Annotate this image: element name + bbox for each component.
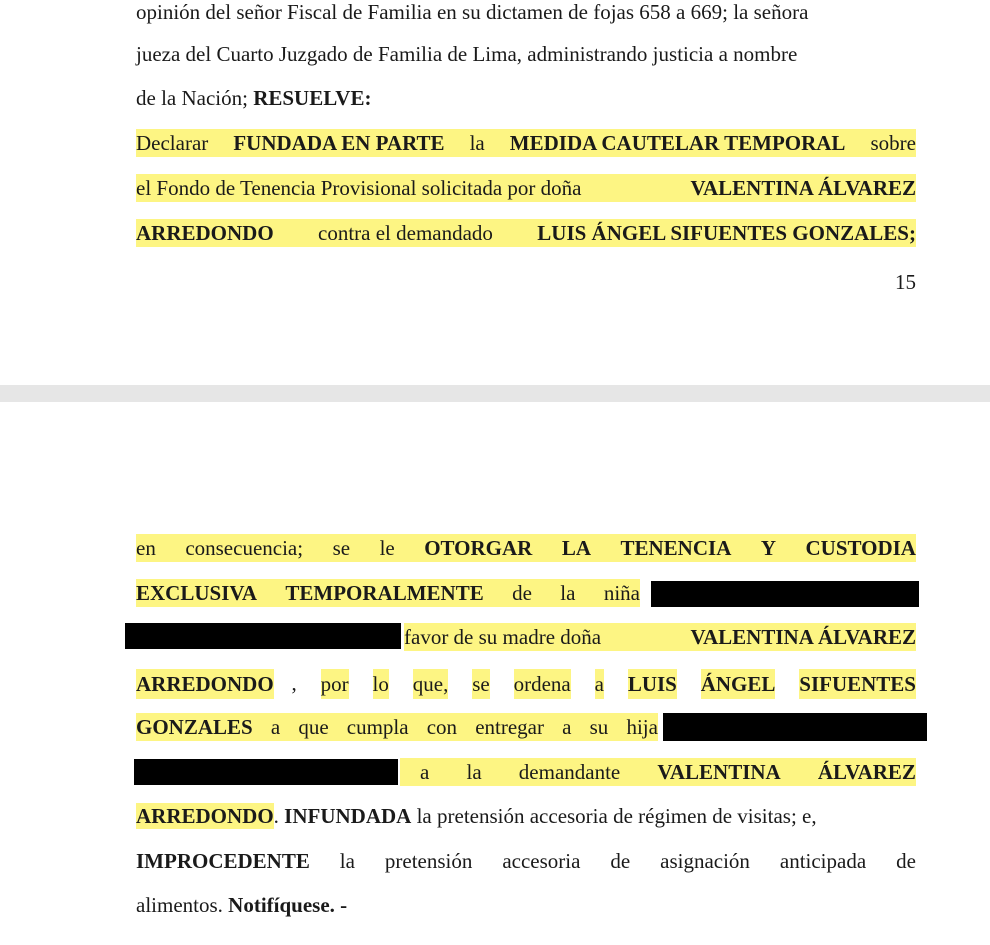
redaction-bar bbox=[651, 581, 919, 607]
plaintiff-surname: ARREDONDO bbox=[136, 804, 274, 828]
resuelve-heading: RESUELVE: bbox=[253, 86, 372, 110]
paragraph-line bbox=[136, 802, 916, 830]
bold-word: EXCLUSIVA bbox=[136, 581, 257, 605]
text-run: favor de su madre doña bbox=[404, 625, 602, 649]
bold-word: SIFUENTES bbox=[799, 669, 916, 699]
word: se bbox=[332, 536, 351, 560]
word: ordena bbox=[514, 669, 571, 699]
word: hija bbox=[626, 715, 658, 739]
plaintiff-name: VALENTINA ÁLVAREZ bbox=[690, 176, 916, 200]
document-page-16 bbox=[0, 402, 990, 945]
word: le bbox=[379, 536, 395, 560]
word: cumpla bbox=[346, 715, 409, 739]
word: la bbox=[466, 760, 482, 784]
redaction-bar bbox=[125, 623, 401, 649]
text-run: de la Nación; bbox=[136, 86, 254, 110]
word: su bbox=[589, 715, 609, 739]
bold-word: ÁLVAREZ bbox=[817, 760, 916, 784]
word: que bbox=[298, 715, 329, 739]
paragraph-line bbox=[136, 891, 916, 919]
page-separator bbox=[0, 385, 990, 402]
text-run: alimentos. bbox=[136, 893, 229, 917]
highlighted-line bbox=[136, 174, 916, 202]
highlighted-line bbox=[136, 713, 658, 741]
paragraph-line bbox=[136, 40, 916, 68]
word: accesoria bbox=[502, 849, 581, 873]
word: niña bbox=[603, 581, 640, 605]
text-run: sobre bbox=[870, 131, 916, 155]
word: de bbox=[512, 581, 532, 605]
plaintiff-surname: ARREDONDO bbox=[136, 221, 274, 245]
text-run: la bbox=[469, 131, 485, 155]
highlighted-line bbox=[136, 579, 640, 607]
word: , bbox=[291, 671, 297, 695]
defendant-surname: GONZALES bbox=[136, 715, 253, 739]
word: asignación bbox=[660, 849, 750, 873]
word: lo bbox=[373, 669, 389, 699]
word: anticipada bbox=[779, 849, 867, 873]
word: se bbox=[472, 669, 490, 699]
word: por bbox=[321, 669, 349, 699]
bold-term: FUNDADA EN PARTE bbox=[233, 131, 445, 155]
bold-word: VALENTINA bbox=[657, 760, 781, 784]
defendant-name: LUIS ÁNGEL SIFUENTES GONZALES; bbox=[537, 221, 916, 245]
redaction-bar bbox=[663, 713, 927, 741]
redaction-bar bbox=[134, 759, 398, 785]
word: la bbox=[339, 849, 355, 873]
bold-term: MEDIDA CAUTELAR TEMPORAL bbox=[509, 131, 846, 155]
paragraph-line bbox=[136, 669, 916, 699]
text-run: Declarar bbox=[136, 131, 209, 155]
page-number: 15 bbox=[895, 270, 916, 294]
bold-word: OTORGAR bbox=[424, 536, 533, 560]
document-page-15 bbox=[0, 0, 990, 385]
highlighted-line bbox=[400, 758, 916, 786]
ruling-term: INFUNDADA bbox=[284, 804, 412, 828]
word: demandante bbox=[518, 760, 621, 784]
word: a bbox=[420, 760, 430, 784]
plaintiff-surname: ARREDONDO bbox=[136, 669, 274, 699]
bold-word: LA bbox=[561, 536, 592, 560]
bold-word: TEMPORALMENTE bbox=[285, 581, 484, 605]
text-run: el Fondo de Tenencia Provisional solicitada por doña bbox=[136, 176, 582, 200]
text-run: la pretensión accesoria de régimen de visitas; e, bbox=[411, 804, 817, 828]
bold-word: TENENCIA bbox=[620, 536, 732, 560]
word: de bbox=[610, 849, 631, 873]
highlighted-line bbox=[136, 129, 916, 157]
text-line: opinión del señor Fiscal de Familia en su dictamen de fojas 658 a 669; la señora bbox=[136, 0, 809, 24]
paragraph-line bbox=[136, 84, 916, 112]
word: entregar bbox=[475, 715, 544, 739]
bold-word: Y bbox=[760, 536, 777, 560]
word: en bbox=[136, 536, 156, 560]
paragraph-line bbox=[136, 0, 916, 26]
word: con bbox=[426, 715, 458, 739]
highlighted-line bbox=[136, 219, 916, 247]
highlighted-line bbox=[404, 623, 916, 651]
highlighted-line bbox=[136, 534, 916, 562]
ruling-term: IMPROCEDENTE bbox=[136, 849, 310, 873]
word: a bbox=[595, 669, 604, 699]
notify-term: Notifíquese. - bbox=[228, 893, 348, 917]
word: la bbox=[560, 581, 576, 605]
word: de bbox=[896, 849, 916, 873]
bold-word: LUIS bbox=[628, 669, 677, 699]
word: a bbox=[562, 715, 572, 739]
word: pretensión bbox=[384, 849, 473, 873]
text-line: jueza del Cuarto Juzgado de Familia de Lima, administrando justicia a nombre bbox=[136, 42, 798, 66]
bold-word: ÁNGEL bbox=[701, 669, 776, 699]
word: consecuencia; bbox=[185, 536, 304, 560]
text-run: . bbox=[273, 804, 285, 828]
text-run: contra el demandado bbox=[318, 221, 493, 245]
word: a bbox=[270, 715, 281, 739]
plaintiff-name: VALENTINA ÁLVAREZ bbox=[690, 625, 916, 649]
paragraph-line bbox=[136, 847, 916, 875]
word: que, bbox=[413, 669, 449, 699]
bold-word: CUSTODIA bbox=[805, 536, 916, 560]
